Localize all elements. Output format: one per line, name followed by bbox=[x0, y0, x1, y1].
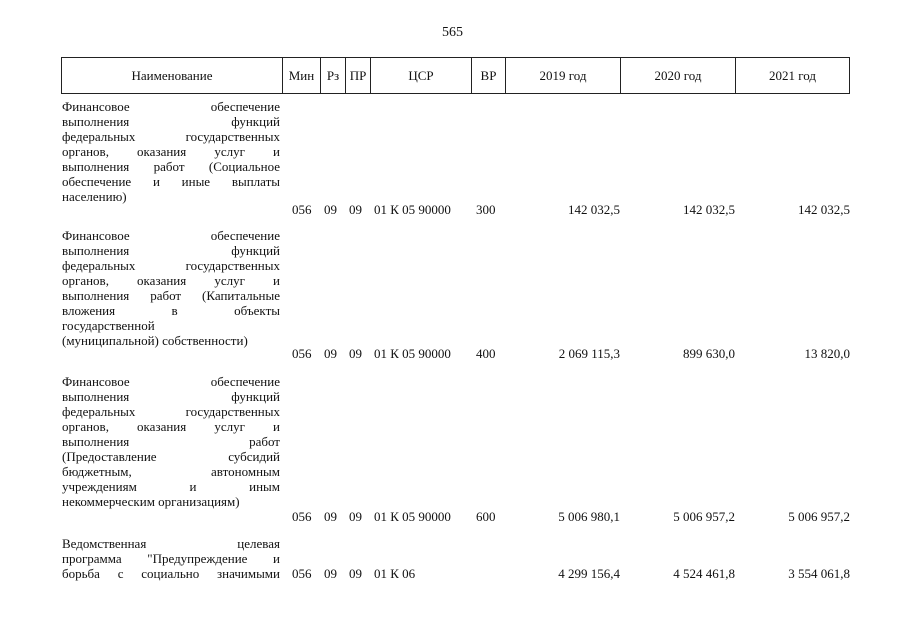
header-name: Наименование bbox=[62, 58, 283, 93]
row-pr: 09 bbox=[349, 566, 362, 581]
row-pr: 09 bbox=[349, 202, 362, 217]
row-name: Финансовое обеспечение выполнения функций федеральных государственных органов, оказания услуг и выполнения работ (Предоставление субсидий бюджетным, автономным учреждениям и иным некоммерческим организациям) bbox=[62, 374, 280, 509]
row-pr: 09 bbox=[349, 346, 362, 361]
row-min: 056 bbox=[292, 346, 312, 361]
row-csr: 01 К 05 90000 bbox=[374, 509, 451, 524]
row-2020: 142 032,5 bbox=[683, 202, 735, 217]
row-2019: 142 032,5 bbox=[568, 202, 620, 217]
header-2020: 2020 год bbox=[621, 58, 736, 93]
row-rz: 09 bbox=[324, 346, 337, 361]
row-2019: 5 006 980,1 bbox=[558, 509, 620, 524]
row-csr: 01 К 05 90000 bbox=[374, 346, 451, 361]
row-2019: 2 069 115,3 bbox=[558, 346, 620, 361]
row-2021: 5 006 957,2 bbox=[788, 509, 850, 524]
header-2021: 2021 год bbox=[769, 68, 816, 83]
row-vr: 600 bbox=[476, 509, 496, 524]
header-csr: ЦСР bbox=[371, 58, 472, 93]
row-min: 056 bbox=[292, 509, 312, 524]
row-pr: 09 bbox=[349, 509, 362, 524]
row-name: Ведомственная целевая программа "Предупреждение и борьба с социально значимыми bbox=[62, 536, 280, 581]
row-2020: 4 524 461,8 bbox=[673, 566, 735, 581]
row-name: Финансовое обеспечение выполнения функций федеральных государственных органов, оказания услуг и выполнения работ (Капитальные вложения в объекты государственной (муниципальной) собственности) bbox=[62, 228, 280, 348]
page-number: 565 bbox=[442, 25, 463, 40]
header-vr: ВР bbox=[472, 58, 506, 93]
row-2019: 4 299 156,4 bbox=[558, 566, 620, 581]
row-2021: 13 820,0 bbox=[804, 346, 850, 361]
header-min: Мин bbox=[283, 58, 321, 93]
row-2021: 142 032,5 bbox=[798, 202, 850, 217]
row-2021: 3 554 061,8 bbox=[788, 566, 850, 581]
header-rz: Рз bbox=[321, 58, 346, 93]
row-vr: 400 bbox=[476, 346, 496, 361]
row-csr: 01 К 05 90000 bbox=[374, 202, 451, 217]
header-pr: ПР bbox=[346, 58, 371, 93]
row-2020: 899 630,0 bbox=[683, 346, 735, 361]
row-min: 056 bbox=[292, 566, 312, 581]
table-header bbox=[61, 57, 850, 94]
row-rz: 09 bbox=[324, 509, 337, 524]
row-2020: 5 006 957,2 bbox=[673, 509, 735, 524]
row-min: 056 bbox=[292, 202, 312, 217]
header-2019: 2019 год bbox=[506, 58, 621, 93]
row-csr: 01 К 06 bbox=[374, 566, 416, 581]
row-rz: 09 bbox=[324, 202, 337, 217]
row-vr: 300 bbox=[476, 202, 496, 217]
row-name: Финансовое обеспечение выполнения функций федеральных государственных органов, оказания услуг и выполнения работ (Социальное обеспечение и иные выплаты населению) bbox=[62, 99, 280, 204]
row-rz: 09 bbox=[324, 566, 337, 581]
